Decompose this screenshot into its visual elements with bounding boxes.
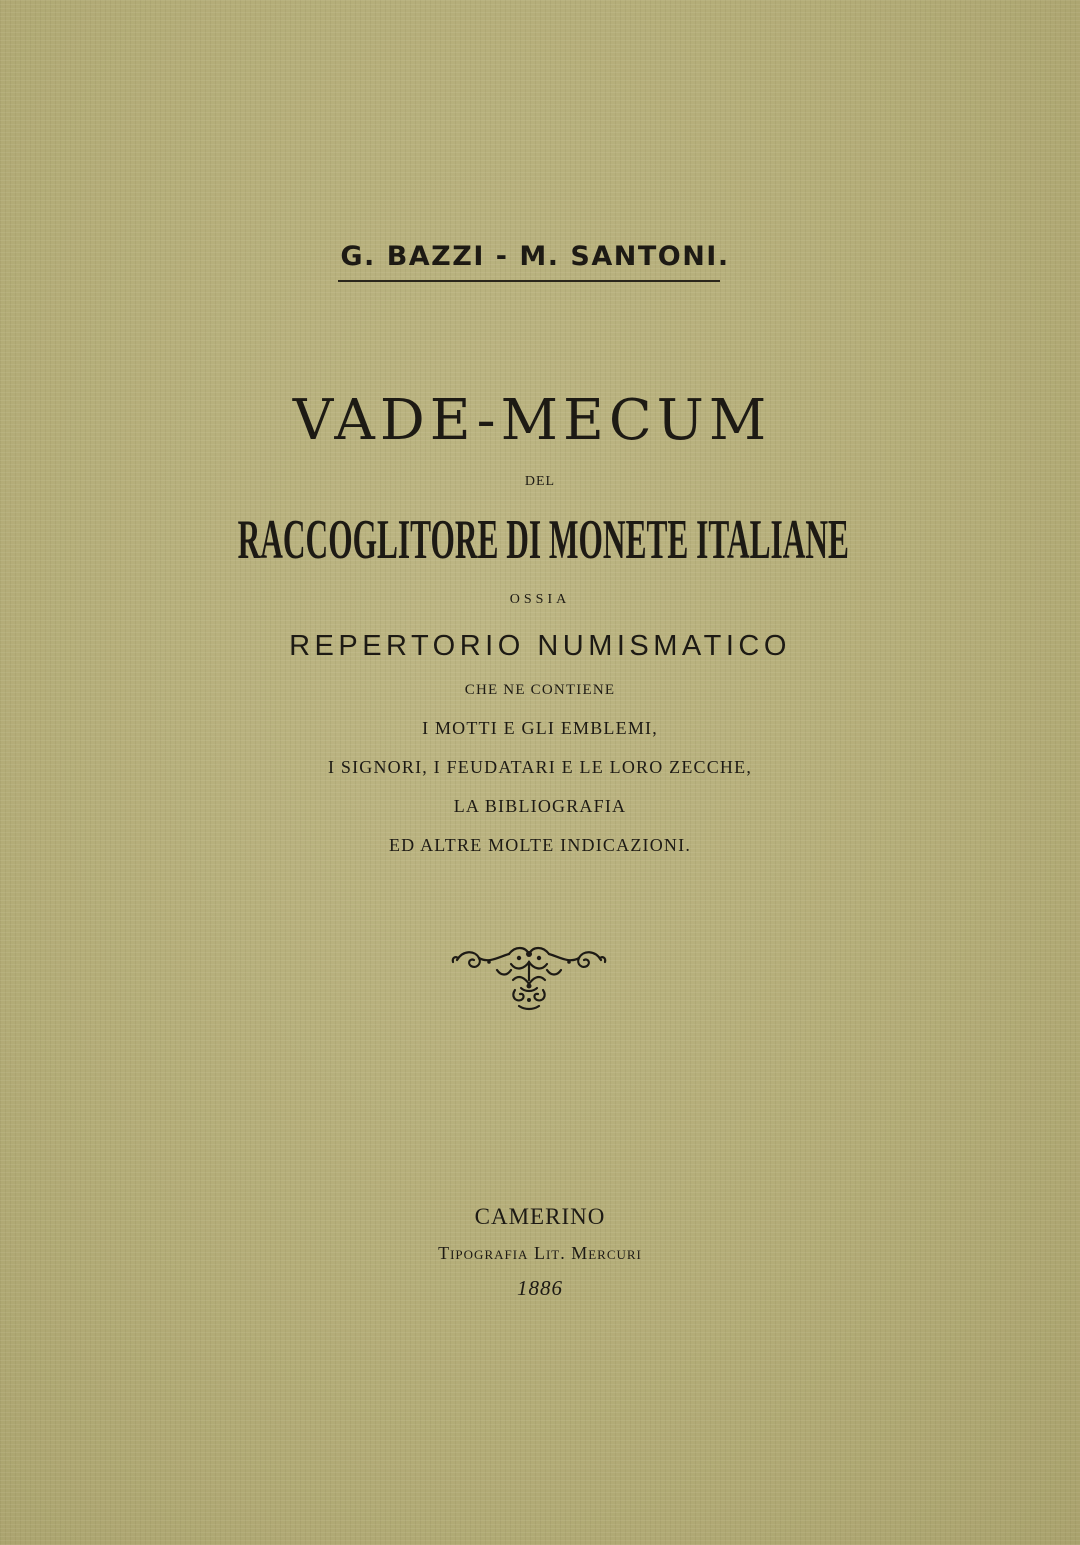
book-title-continuation: RACCOGLITORE DI MONETE ITALIANE [237,509,849,571]
authors: G. BAZZI - M. SANTONI. [340,241,730,272]
imprint-city: CAMERINO [474,1204,606,1229]
floral-ornament-icon [449,940,609,1012]
title-connector-del: DEL [524,474,556,489]
imprint-printer: Tipografia Lit. Mercuri [438,1243,642,1263]
title-connector-ossia: OSSIA [509,592,571,607]
authors-underline [338,280,720,282]
description-line: I MOTTI E GLI EMBLEMI, [422,718,658,738]
imprint-year: 1886 [517,1276,563,1300]
book-title: VADE-MECUM [292,388,772,453]
description-line: I SIGNORI, I FEUDATARI E LE LORO ZECCHE, [327,757,753,777]
description-line: LA BIBLIOGRAFIA [453,796,627,816]
description-line: ED ALTRE MOLTE INDICAZIONI. [388,835,692,855]
description-line: CHE NE CONTIENE [464,682,616,698]
book-subtitle: REPERTORIO NUMISMATICO [289,630,791,662]
